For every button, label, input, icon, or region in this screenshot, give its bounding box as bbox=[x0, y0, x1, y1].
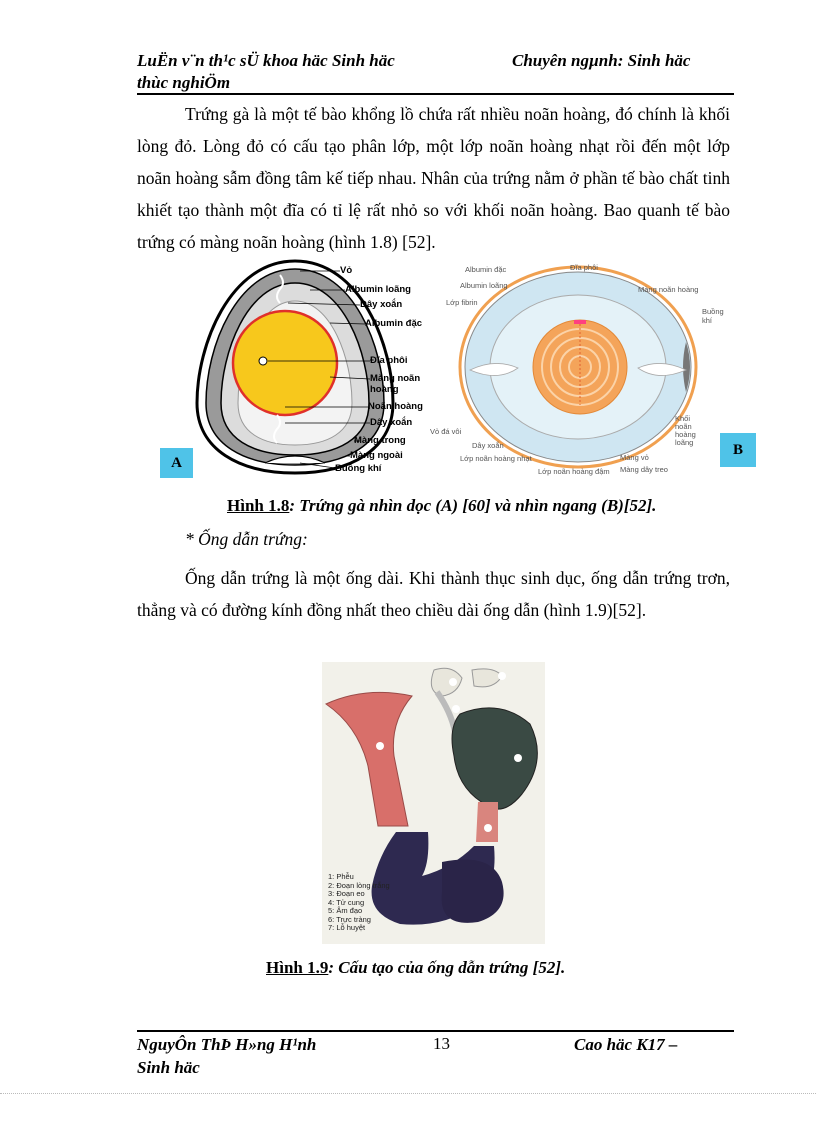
legend-item: 4: Tử cung bbox=[328, 897, 365, 907]
footer-rule bbox=[137, 1030, 734, 1032]
header-rule bbox=[137, 93, 734, 95]
panel-a-marker: A bbox=[160, 448, 193, 478]
b-label-lop-fibrin: Lớp fibrin bbox=[446, 298, 478, 307]
footer-author-line1: NguyÔn ThÞ H»ng H¹nh bbox=[137, 1035, 317, 1054]
a-label-dia-phoi: Đĩa phôi bbox=[370, 355, 408, 366]
a-label-day-xoan: Dây xoắn bbox=[360, 299, 403, 310]
b-label-khoi-noan-hoang-loang: Khối noãn hoàng loãng bbox=[675, 414, 696, 447]
figure-1-9-caption bbox=[266, 958, 565, 978]
b-label-mang-day-treo: Màng dây treo bbox=[620, 465, 668, 474]
figure-1-9-caption-text: : Cấu tạo của ống dẫn trứng [52]. bbox=[328, 958, 566, 977]
footer-author-line2: Sinh häc bbox=[137, 1058, 200, 1077]
a-label-vo: Vỏ bbox=[340, 265, 353, 276]
paragraph-egg-cell: Trứng gà là một tế bào khổng lồ chứa rất nhiều noãn hoàng, đó chính là khối lòng đỏ. Lòng đỏ có cấu tạo phân lớp, một lớp noãn hoàng nhạt rồi đến một lớp noãn hoàng sẫm đồng tâm kế tiếp nhau. Nhân của trứng nằm ở phần tế bào chất tinh khiết tạo thành một đĩa có tỉ lệ rất nhỏ so với khối noãn hoàng. Bao quanh tế bào trứng có màng noãn hoàng (hình 1.8) [52]. bbox=[137, 104, 730, 252]
b-label-dia-phoi: Đĩa phôi bbox=[570, 263, 598, 272]
footer-course: Cao häc K17 – bbox=[574, 1035, 678, 1054]
a-label-buong-khi: Buồng khí bbox=[335, 463, 382, 474]
b-label-mang-vo: Màng vỏ bbox=[620, 453, 649, 462]
legend-item: 5: Âm đạo bbox=[328, 906, 363, 915]
b-label-lop-noan-hoang-nhat: Lớp noãn hoàng nhạt bbox=[460, 454, 532, 463]
panel-b-marker: B bbox=[720, 433, 756, 467]
figure-1-9 bbox=[322, 662, 545, 944]
a-label-mang-ngoai: Màng ngoài bbox=[350, 450, 403, 461]
header-major: Chuyên ngµnh: Sinh häc bbox=[512, 51, 691, 70]
legend-item: 7: Lỗ huyệt bbox=[328, 923, 366, 932]
header-title-line2: thùc nghiÖm bbox=[137, 73, 231, 92]
b-label-vo-da-voi: Vỏ đá vôi bbox=[430, 427, 462, 436]
legend-item: 3: Đoạn eo bbox=[328, 889, 365, 898]
a-label-day-xoan-2: Dây xoắn bbox=[370, 417, 413, 428]
header-title-line1: LuËn v¨n th¹c sÜ khoa häc Sinh häc bbox=[137, 51, 395, 70]
a-label-noan-hoang: Noãn hoàng bbox=[368, 401, 423, 412]
a-label-mang-trong: Màng trong bbox=[354, 435, 406, 446]
figure-1-8-caption-label: Hình 1.8 bbox=[227, 496, 290, 515]
a-label-mang-noan-hoang: Màng noãn hoàng bbox=[370, 373, 421, 395]
b-label-lop-noan-hoang-dam: Lớp noãn hoàng đậm bbox=[538, 467, 610, 476]
legend-item: 1: Phễu bbox=[328, 872, 354, 881]
b-label-albumin-loang: Albumin loãng bbox=[460, 281, 508, 290]
figure-1-8 bbox=[160, 255, 760, 480]
a-label-albumin-loang: Albumin loãng bbox=[345, 284, 411, 295]
b-label-mang-noan-hoang: Màng noãn hoàng bbox=[638, 285, 699, 294]
legend-item: 2: Đoạn lòng trắng bbox=[328, 880, 390, 890]
b-label-day-xoan: Dây xoắn bbox=[472, 441, 504, 450]
b-label-buong-khi: Buồng khí bbox=[702, 307, 724, 325]
page-bottom-dotted-line bbox=[0, 1093, 816, 1094]
page-number: 13 bbox=[433, 1034, 450, 1053]
b-label-albumin-dac: Albumin đặc bbox=[465, 265, 507, 274]
figure-1-8-caption bbox=[227, 496, 656, 516]
figure-1-9-legend bbox=[328, 873, 398, 933]
legend-item: 6: Trực tràng bbox=[328, 914, 371, 924]
figure-1-9-caption-label: Hình 1.9 bbox=[266, 958, 329, 977]
subheading-oviduct: * Ống dẫn trứng: bbox=[185, 529, 308, 549]
paragraph-oviduct: Ống dẫn trứng là một ống dài. Khi thành thục sinh dục, ống dẫn trứng trơn, thẳng và có đường kính đồng nhất theo chiều dài ống dẫn (hình 1.9)[52]. bbox=[137, 568, 730, 620]
a-label-albumin-dac: Albumin đặc bbox=[365, 318, 423, 329]
figure-1-8-caption-text: : Trứng gà nhìn dọc (A) [60] và nhìn ngang (B)[52]. bbox=[289, 496, 657, 515]
